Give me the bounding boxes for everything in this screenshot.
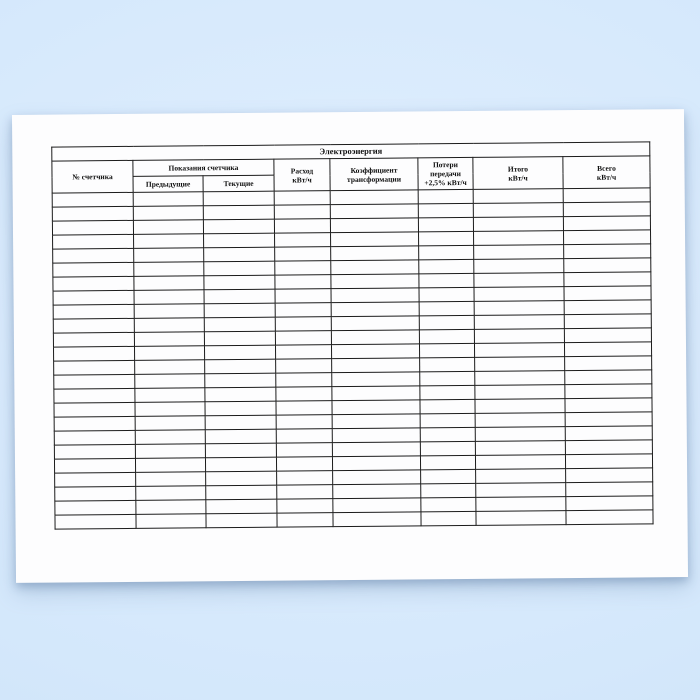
empty-cell (564, 258, 651, 273)
empty-cell (565, 384, 652, 399)
col-header-subtotal: Итого кВт/ч (473, 157, 563, 190)
empty-cell (134, 248, 204, 263)
empty-cell (136, 514, 206, 529)
empty-cell (420, 427, 475, 441)
empty-cell (474, 273, 564, 288)
empty-cell (275, 345, 331, 359)
empty-cell (277, 485, 333, 499)
empty-cell (203, 205, 274, 220)
empty-cell (331, 344, 419, 359)
empty-cell (473, 217, 563, 232)
empty-cell (419, 231, 474, 245)
empty-cell (136, 500, 206, 515)
empty-cell (53, 318, 134, 333)
empty-cell (55, 500, 136, 515)
empty-rows-body (52, 188, 653, 529)
empty-cell (421, 483, 476, 497)
empty-cell (564, 342, 651, 357)
empty-cell (333, 512, 421, 527)
empty-cell (331, 274, 419, 289)
empty-cell (332, 428, 420, 443)
col-header-previous: Предыдущие (133, 176, 203, 193)
empty-cell (55, 514, 136, 529)
empty-cell (564, 314, 651, 329)
empty-cell (332, 400, 420, 415)
empty-cell (205, 415, 276, 430)
empty-cell (564, 244, 651, 259)
empty-cell (564, 300, 651, 315)
empty-cell (419, 273, 474, 287)
empty-cell (133, 192, 203, 207)
empty-cell (473, 203, 563, 218)
empty-cell (419, 259, 474, 273)
empty-cell (276, 429, 332, 443)
empty-cell (135, 458, 205, 473)
empty-cell (330, 204, 418, 219)
empty-cell (474, 301, 564, 316)
empty-cell (55, 486, 136, 501)
empty-cell (564, 272, 651, 287)
empty-cell (276, 443, 332, 457)
empty-cell (133, 206, 203, 221)
empty-cell (134, 304, 204, 319)
empty-cell (475, 441, 565, 456)
empty-cell (420, 371, 475, 385)
empty-cell (134, 276, 204, 291)
empty-cell (419, 245, 474, 259)
empty-cell (205, 401, 276, 416)
empty-cell (54, 360, 135, 375)
empty-cell (565, 454, 652, 469)
empty-cell (332, 372, 420, 387)
empty-cell (275, 275, 331, 289)
empty-cell (330, 218, 418, 233)
empty-cell (54, 416, 135, 431)
empty-cell (418, 217, 473, 231)
empty-cell (136, 472, 206, 487)
empty-cell (276, 415, 332, 429)
empty-cell (476, 497, 566, 512)
col-header-readings-group: Показания счетчика (133, 159, 274, 176)
empty-cell (474, 231, 564, 246)
empty-cell (134, 332, 204, 347)
empty-cell (565, 440, 652, 455)
empty-cell (420, 455, 475, 469)
empty-cell (565, 426, 652, 441)
empty-cell (474, 259, 564, 274)
empty-cell (277, 513, 333, 527)
empty-cell (54, 402, 135, 417)
electricity-log-table (51, 141, 653, 529)
empty-cell (277, 499, 333, 513)
empty-cell (473, 189, 563, 204)
empty-cell (134, 262, 204, 277)
empty-cell (333, 498, 421, 513)
empty-cell (276, 373, 332, 387)
empty-cell (203, 219, 274, 234)
empty-cell (276, 401, 332, 415)
empty-cell (134, 318, 204, 333)
empty-cell (563, 188, 650, 203)
empty-cell (135, 360, 205, 375)
empty-cell (135, 430, 205, 445)
empty-cell (332, 358, 420, 373)
empty-cell (54, 458, 135, 473)
empty-cell (274, 219, 330, 233)
empty-cell (476, 511, 566, 526)
empty-cell (566, 496, 653, 511)
empty-cell (52, 220, 133, 235)
empty-cell (276, 457, 332, 471)
empty-cell (53, 262, 134, 277)
col-header-consumption: Расход кВт/ч (274, 159, 330, 191)
empty-cell (205, 457, 276, 472)
empty-cell (274, 191, 330, 205)
col-header-current: Текущие (203, 175, 274, 192)
empty-cell (204, 345, 275, 360)
empty-cell (418, 189, 473, 203)
col-header-transformation-coefficient: Коэффициент трансформации (330, 158, 418, 191)
empty-cell (331, 232, 419, 247)
empty-cell (135, 416, 205, 431)
empty-cell (563, 202, 650, 217)
empty-cell (135, 374, 205, 389)
empty-cell (53, 332, 134, 347)
empty-cell (421, 511, 476, 525)
empty-cell (474, 315, 564, 330)
empty-cell (204, 275, 275, 290)
empty-cell (205, 359, 276, 374)
empty-cell (565, 370, 652, 385)
empty-cell (204, 247, 275, 262)
empty-cell (274, 205, 330, 219)
empty-cell (564, 328, 651, 343)
empty-cell (136, 486, 206, 501)
empty-cell (203, 191, 274, 206)
empty-cell (333, 484, 421, 499)
empty-cell (53, 248, 134, 263)
empty-cell (275, 289, 331, 303)
empty-cell (54, 374, 135, 389)
empty-cell (204, 331, 275, 346)
empty-cell (53, 290, 134, 305)
empty-cell (475, 413, 565, 428)
empty-cell (419, 343, 474, 357)
empty-cell (331, 316, 419, 331)
empty-cell (204, 261, 275, 276)
empty-cell (206, 471, 277, 486)
empty-cell (566, 482, 653, 497)
empty-cell (205, 387, 276, 402)
empty-cell (565, 398, 652, 413)
empty-cell (134, 346, 204, 361)
empty-cell (421, 469, 476, 483)
empty-cell (475, 357, 565, 372)
empty-cell (206, 513, 277, 528)
empty-cell (420, 399, 475, 413)
empty-cell (419, 287, 474, 301)
empty-cell (53, 276, 134, 291)
empty-cell (474, 343, 564, 358)
empty-cell (474, 245, 564, 260)
empty-cell (420, 441, 475, 455)
empty-cell (55, 472, 136, 487)
empty-cell (331, 260, 419, 275)
empty-cell (275, 331, 331, 345)
empty-cell (331, 246, 419, 261)
empty-cell (276, 359, 332, 373)
empty-cell (331, 302, 419, 317)
empty-cell (204, 303, 275, 318)
empty-cell (206, 485, 277, 500)
empty-cell (204, 233, 275, 248)
empty-cell (475, 455, 565, 470)
empty-cell (275, 247, 331, 261)
empty-cell (474, 287, 564, 302)
empty-cell (476, 469, 566, 484)
empty-cell (564, 286, 651, 301)
empty-cell (419, 301, 474, 315)
empty-cell (420, 413, 475, 427)
empty-cell (330, 190, 418, 205)
empty-cell (421, 497, 476, 511)
empty-cell (135, 388, 205, 403)
table-title: Электроэнергия (52, 142, 650, 161)
col-header-transmission-losses: Потери передачи +2,5% кВт/ч (418, 157, 473, 189)
empty-cell (205, 373, 276, 388)
empty-cell (275, 317, 331, 331)
empty-cell (133, 220, 203, 235)
empty-cell (54, 388, 135, 403)
empty-cell (332, 456, 420, 471)
empty-cell (331, 330, 419, 345)
empty-cell (275, 303, 331, 317)
empty-cell (206, 499, 277, 514)
empty-cell (134, 290, 204, 305)
empty-cell (420, 385, 475, 399)
table-header (52, 142, 650, 193)
empty-cell (419, 329, 474, 343)
empty-cell (134, 234, 204, 249)
empty-cell (204, 317, 275, 332)
empty-cell (419, 315, 474, 329)
empty-cell (54, 430, 135, 445)
empty-cell (52, 192, 133, 207)
empty-cell (564, 230, 651, 245)
empty-cell (566, 468, 653, 483)
empty-cell (332, 414, 420, 429)
empty-cell (204, 289, 275, 304)
empty-cell (565, 356, 652, 371)
empty-cell (475, 399, 565, 414)
document-page (12, 109, 688, 583)
col-header-total: Всего кВт/ч (563, 156, 650, 189)
empty-cell (420, 357, 475, 371)
empty-cell (474, 329, 564, 344)
empty-cell (276, 387, 332, 401)
empty-cell (475, 385, 565, 400)
empty-cell (135, 402, 205, 417)
empty-cell (332, 442, 420, 457)
empty-cell (331, 288, 419, 303)
empty-cell (476, 483, 566, 498)
empty-cell (565, 412, 652, 427)
empty-cell (275, 233, 331, 247)
empty-cell (277, 471, 333, 485)
empty-cell (333, 470, 421, 485)
empty-cell (205, 429, 276, 444)
empty-cell (475, 371, 565, 386)
empty-cell (475, 427, 565, 442)
col-header-meter-number: № счетчика (52, 160, 133, 193)
empty-cell (418, 203, 473, 217)
empty-cell (563, 216, 650, 231)
empty-cell (53, 234, 134, 249)
empty-cell (566, 510, 653, 525)
empty-cell (54, 444, 135, 459)
empty-cell (53, 346, 134, 361)
empty-cell (53, 304, 134, 319)
empty-cell (205, 443, 276, 458)
empty-cell (275, 261, 331, 275)
empty-cell (332, 386, 420, 401)
empty-cell (52, 206, 133, 221)
empty-cell (135, 444, 205, 459)
